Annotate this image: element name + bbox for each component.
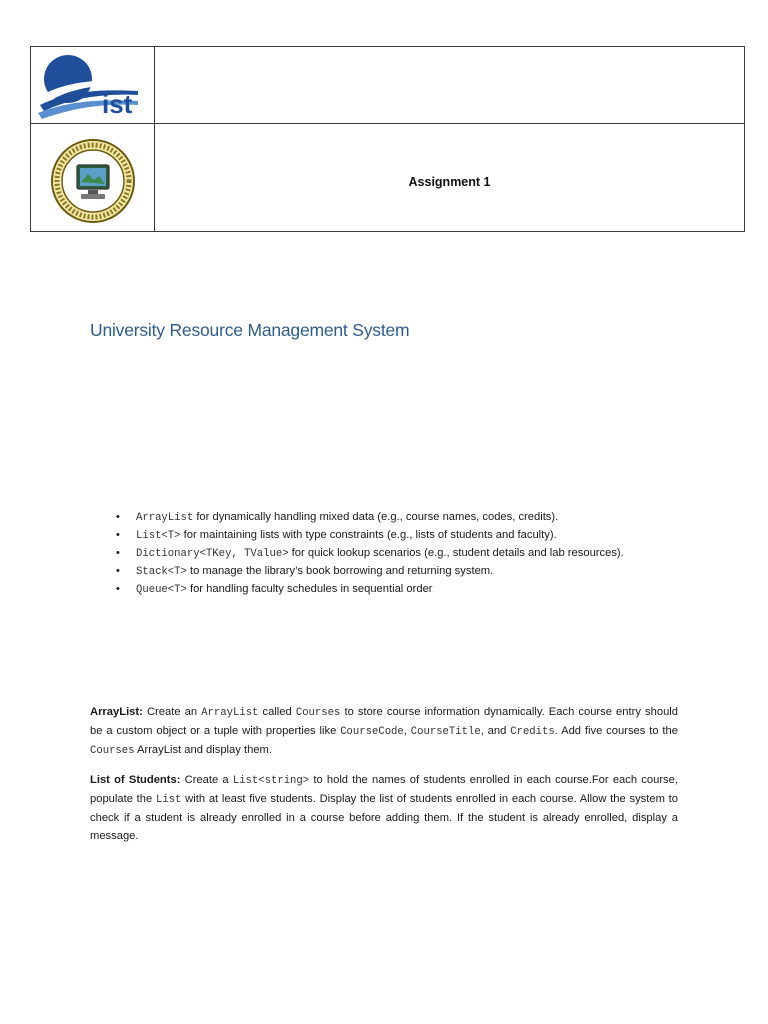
ist-logo-icon [38,51,148,119]
list-item: • ArrayList for dynamically handling mixed data (e.g., course names, codes, credits). [116,511,559,524]
institute-seal-icon [50,138,136,224]
list-item: • List<T> for maintaining lists with type constraints (e.g., lists of students and faculty). [116,529,557,542]
bullet-icon: • [116,511,120,523]
bullet-icon: • [116,547,120,559]
seal-cell [31,124,155,231]
svg-text:ist: ist [102,89,133,119]
ist-logo-cell [31,47,155,124]
list-item: • Stack<T> to manage the library’s book borrowing and returning system. [116,565,494,578]
bullet-icon: • [116,529,120,541]
document-title: University Resource Management System [90,320,410,340]
list-item: • Dictionary<TKey, TValue> for quick lookup scenarios (e.g., student details and lab resources). [116,547,624,560]
students-paragraph: List of Students: Create a List<string> to hold the names of students enrolled in each course.For each course, populate the List with at least five students. Display the list of students enrolled in each course. Allow the system to check if a student is already enrolled in a course before adding them. If the student is already enrolled, display a message. [90,774,678,842]
bullet-icon: • [116,583,120,595]
assignment-title: Assignment 1 [408,174,491,189]
header-title-top [155,47,744,124]
collections-list [110,509,678,599]
bullet-icon: • [116,565,120,577]
arraylist-paragraph: ArrayList: Create an ArrayList called Courses to store course information dynamically. Each course entry should be a custom object or a tuple with properties like CourseCode, CourseTitle, and Credits. Add five courses to the Courses ArrayList and display them. [90,706,678,757]
arraylist-label: ArrayList: [90,706,143,718]
header-title-bottom [155,124,744,231]
header-table [30,46,745,232]
list-item: • Queue<T> for handling faculty schedules in sequential order [116,583,433,596]
students-label: List of Students: [90,774,181,786]
